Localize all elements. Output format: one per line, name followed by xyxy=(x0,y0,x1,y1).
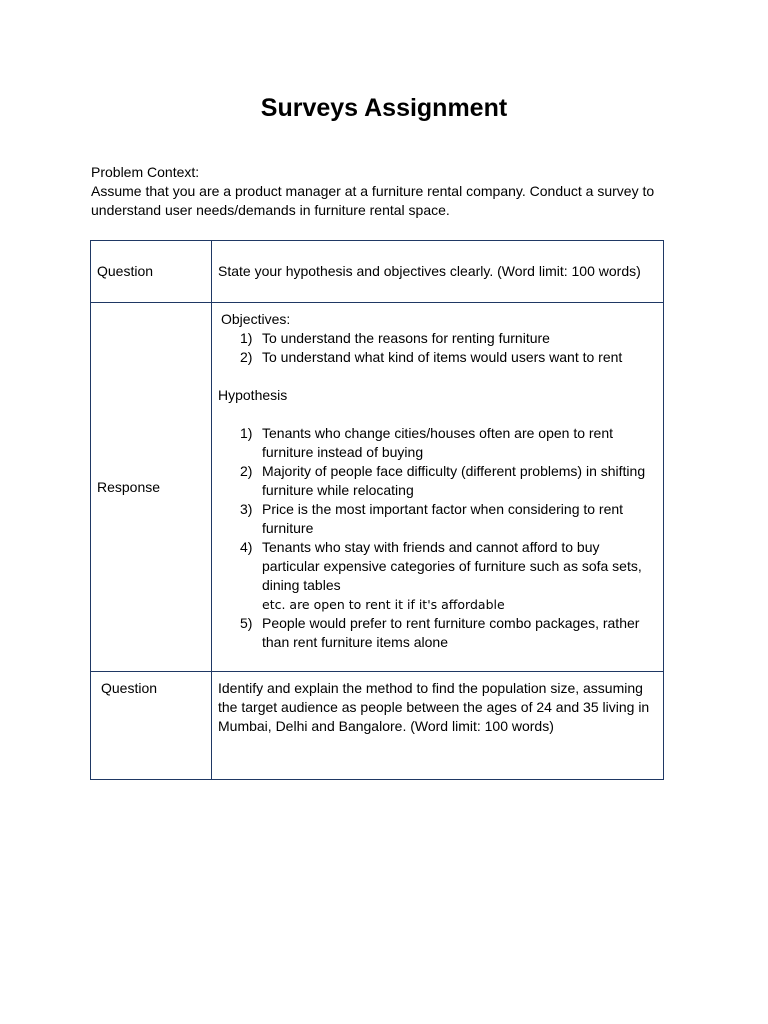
list-number: 1) xyxy=(240,330,253,346)
list-text: Tenants who change cities/houses often are open to rent furniture instead of buying xyxy=(262,425,614,460)
list-text-tail: etc. are open to rent it if it's affordable xyxy=(262,597,505,612)
table-row-question-1 xyxy=(91,241,664,303)
list-text: Majority of people face difficulty (different problems) in shifting furniture while relocating xyxy=(262,463,646,498)
list-item xyxy=(218,424,657,462)
list-text: People would prefer to rent furniture combo packages, rather than rent furniture items alone xyxy=(262,615,640,650)
hypothesis-heading: Hypothesis xyxy=(218,387,288,403)
spacer xyxy=(218,367,657,386)
table-row-question-2 xyxy=(91,672,664,780)
list-number: 1) xyxy=(240,425,253,441)
response-content xyxy=(212,303,664,672)
list-item xyxy=(218,348,657,367)
list-number: 5) xyxy=(240,615,253,631)
context-text: Assume that you are a product manager at a furniture rental company. Conduct a survey to understand user needs/demands in furniture rental space. xyxy=(91,183,655,218)
list-number: 2) xyxy=(240,349,253,365)
list-text: To understand the reasons for renting furniture xyxy=(262,330,550,346)
hypothesis-list xyxy=(218,424,657,652)
list-text: To understand what kind of items would users want to rent xyxy=(262,349,623,365)
list-item xyxy=(218,538,657,614)
list-item xyxy=(218,500,657,538)
list-number: 2) xyxy=(240,463,253,479)
list-item xyxy=(218,462,657,500)
objectives-list xyxy=(218,329,657,367)
objectives-heading: Objectives: xyxy=(221,311,291,327)
table-row-response xyxy=(91,303,664,672)
question-2-text: Identify and explain the method to find the population size, assuming the target audience as people between the ages of 24 and 35 living in Mumbai, Delhi and Bangalore. (Word limit: 100 words) xyxy=(212,672,664,780)
list-number: 3) xyxy=(240,501,253,517)
list-item xyxy=(218,329,657,348)
list-text: Price is the most important factor when considering to rent furniture xyxy=(262,501,624,536)
response-label-cell: Response xyxy=(91,303,212,672)
list-number: 4) xyxy=(240,539,253,555)
list-item xyxy=(218,614,657,652)
question-2-label-cell: Question xyxy=(91,672,212,780)
context-label: Problem Context: xyxy=(91,164,200,180)
list-text: Tenants who stay with friends and cannot afford to buy particular expensive categories of furniture such as sofa sets, dining tables xyxy=(262,539,642,593)
page-title: Surveys Assignment xyxy=(260,94,508,122)
question-1-text: State your hypothesis and objectives clearly. (Word limit: 100 words) xyxy=(212,241,664,303)
problem-context xyxy=(91,163,671,220)
spacer xyxy=(218,405,657,424)
survey-table xyxy=(90,240,664,780)
question-label-cell: Question xyxy=(91,241,212,303)
